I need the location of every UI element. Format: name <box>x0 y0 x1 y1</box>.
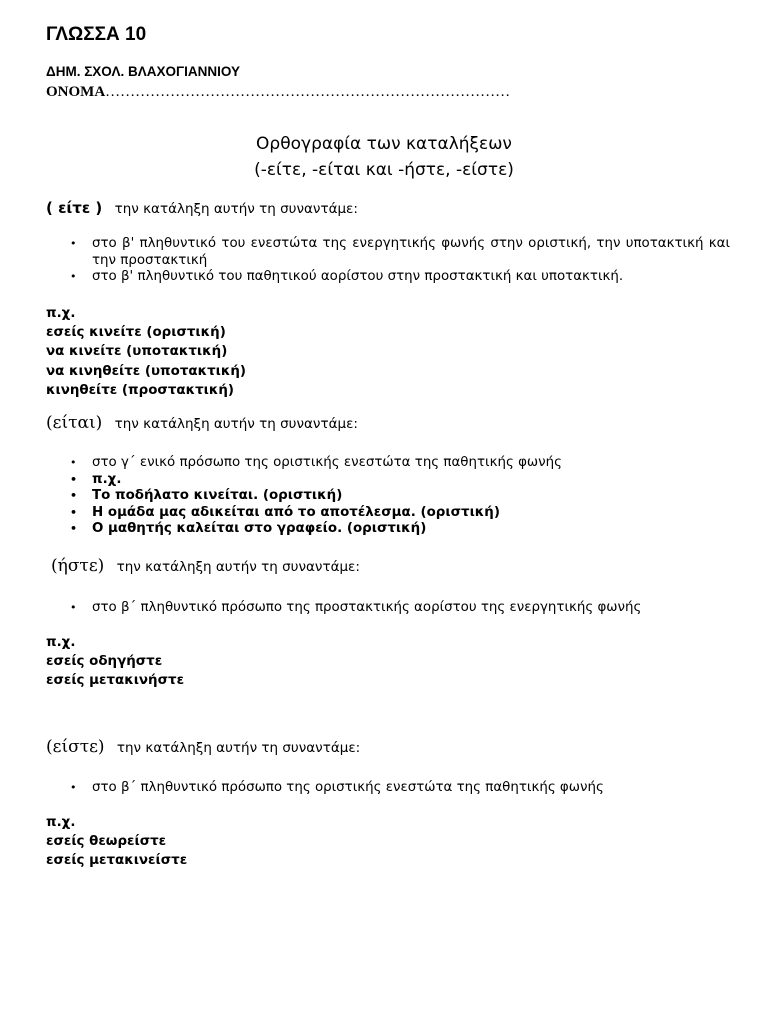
list-item: • π.χ. <box>70 472 730 489</box>
lesson-heading: Ορθογραφία των καταλήξεων <box>256 134 512 154</box>
example-line: εσείς κινείτε (οριστική) <box>46 325 226 341</box>
section-iste-examples <box>46 633 184 691</box>
section-eite-examples <box>46 304 246 400</box>
section-eite-rules <box>70 236 730 286</box>
example-line: εσείς μετακινήστε <box>46 673 185 689</box>
ending-eiste: (είστε) <box>46 737 105 757</box>
example-line: κινηθείτε (προστακτική) <box>46 382 235 398</box>
section-iste-intro <box>51 556 360 576</box>
section-eitai-intro <box>46 413 358 433</box>
list-item: • Ο μαθητής καλείται στο γραφείο. (οριστική) <box>70 521 730 538</box>
name-label: ΟΝΟΜΑ <box>46 84 106 100</box>
list-item: • στο β' πληθυντικό του παθητικού αορίστου στην προστακτική και υποτακτική. <box>70 269 730 286</box>
intro-text: την κατάληξη αυτήν τη συναντάμε: <box>116 740 361 756</box>
worksheet-title: ΓΛΩΣΣΑ 10 <box>46 24 147 45</box>
example-line: να κινηθείτε (υποτακτική) <box>46 363 247 379</box>
example-sentence <box>70 488 730 505</box>
section-eite-intro <box>46 199 358 217</box>
example-line: εσείς μετακινείστε <box>46 853 188 869</box>
section-eiste-rules <box>70 780 730 797</box>
list-item: • στο γ΄ ενικό πρόσωπο της οριστικής ενεστώτα της παθητικής φωνής <box>70 455 730 472</box>
name-dots: ……………………………………………………………………… <box>105 84 511 100</box>
section-eiste-intro <box>46 737 360 757</box>
section-eitai-rules <box>70 455 730 538</box>
example-label: π.χ. <box>46 306 76 321</box>
section-eiste-examples <box>46 813 187 871</box>
ending-eite: ( είτε ) <box>46 199 103 217</box>
lesson-subheading: (-είτε, -είται και -ήστε, -είστε) <box>254 160 514 180</box>
intro-text: την κατάληξη αυτήν τη συναντάμε: <box>116 559 360 575</box>
ending-eitai: (είται) <box>46 413 103 433</box>
section-iste-rules <box>70 600 730 617</box>
intro-text: την κατάληξη αυτήν τη συναντάμε: <box>114 201 358 217</box>
list-item: • στο β' πληθυντικό του ενεστώτα της ενεργητικής φωνής στην οριστική, την υποτακτική και την προστακτική <box>70 236 730 269</box>
example-line: εσείς οδηγήστε <box>46 654 163 670</box>
list-item: • Η ομάδα μας αδικείται από το αποτέλεσμα. (οριστική) <box>70 505 730 522</box>
student-name-line <box>46 84 510 101</box>
example-text: Το ποδήλατο κινείται. (οριστική) <box>92 488 343 504</box>
example-label: π.χ. <box>46 815 76 830</box>
list-item: • στο β΄ πληθυντικό πρόσωπο της προστακτικής αορίστου της ενεργητικής φωνής <box>70 600 730 617</box>
example-line: εσείς θεωρείστε <box>46 834 167 850</box>
intro-text: την κατάληξη αυτήν τη συναντάμε: <box>114 416 358 432</box>
ending-iste: (ήστε) <box>51 556 105 576</box>
school-name: ΔΗΜ. ΣΧΟΛ. ΒΛΑΧΟΓΙΑΝΝΙΟΥ <box>46 64 240 79</box>
example-line: να κινείτε (υποτακτική) <box>46 344 228 360</box>
list-item: • στο β΄ πληθυντικό πρόσωπο της οριστικής ενεστώτα της παθητικής φωνής <box>70 780 730 797</box>
example-label: π.χ. <box>46 635 76 650</box>
